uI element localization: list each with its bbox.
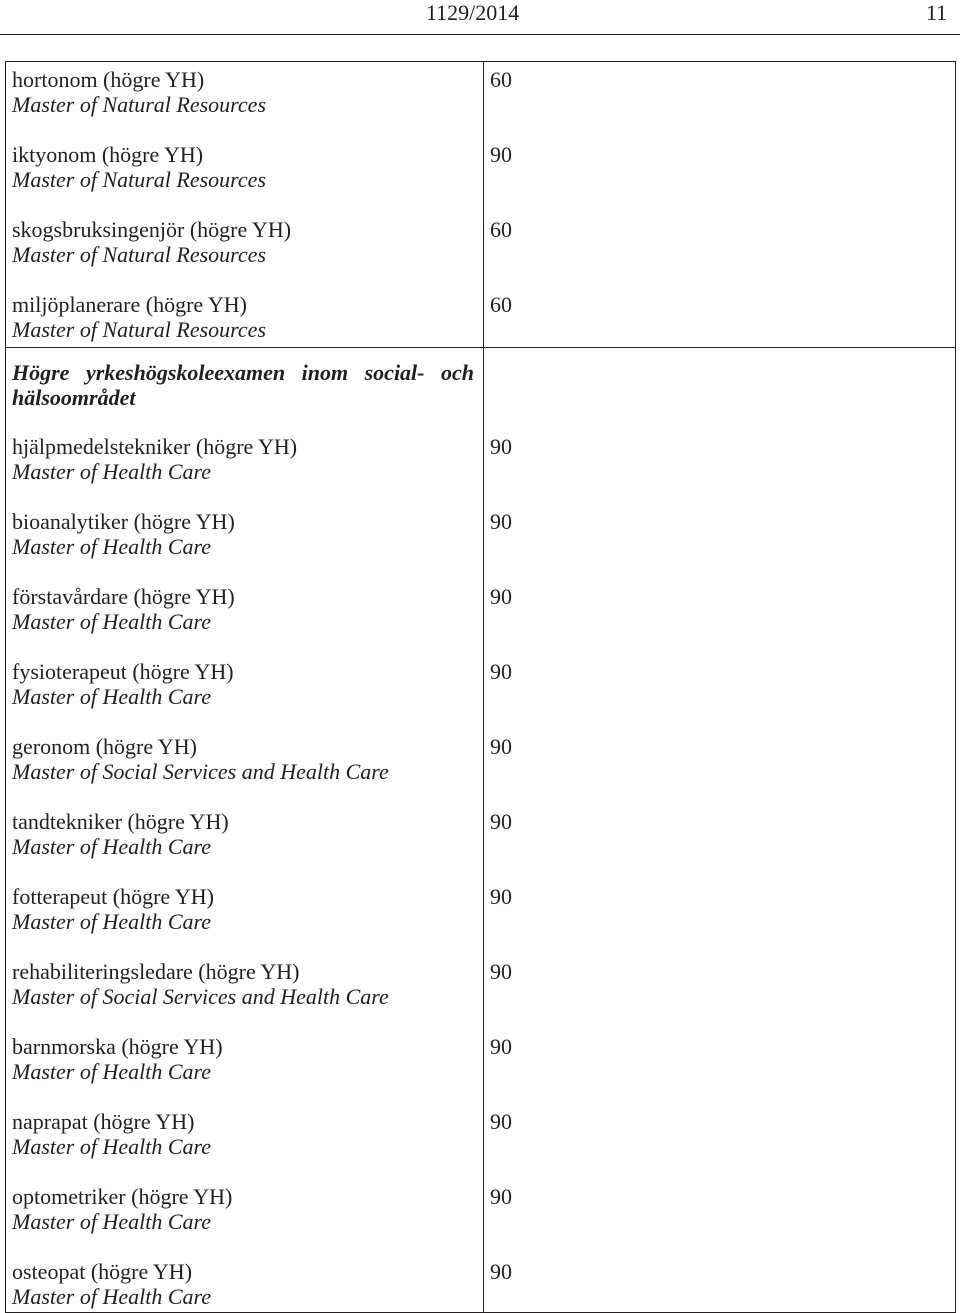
degree-title: fysioterapeut (högre YH) (12, 659, 234, 684)
credits-value: 90 (490, 142, 512, 167)
degree-english-name: Master of Health Care (12, 534, 211, 559)
degree-english-name: Master of Health Care (12, 609, 211, 634)
degree-title: skogsbruksingenjör (högre YH) (12, 217, 292, 242)
degree-title: fotterapeut (högre YH) (12, 884, 214, 909)
document-number: 1129/2014 (426, 0, 520, 25)
degree-entry (12, 1259, 480, 1309)
degree-title: barnmorska (högre YH) (12, 1034, 223, 1059)
degree-entry (12, 67, 480, 117)
credits-value: 60 (490, 217, 512, 242)
credits-value: 90 (490, 509, 512, 534)
credits-value: 90 (490, 434, 512, 459)
degree-title: hortonom (högre YH) (12, 67, 205, 92)
degree-title: naprapat (högre YH) (12, 1109, 195, 1134)
degree-entry (12, 434, 480, 484)
degree-english-name: Master of Health Care (12, 684, 211, 709)
page-header (0, 0, 960, 30)
header-rule (0, 34, 960, 35)
degree-title: geronom (högre YH) (12, 734, 197, 759)
degree-title: miljöplanerare (högre YH) (12, 292, 247, 317)
credits-value: 60 (490, 292, 512, 317)
credits-value: 90 (490, 584, 512, 609)
degree-english-name: Master of Natural Resources (12, 92, 266, 117)
degree-entry (12, 292, 480, 342)
credits-value: 90 (490, 659, 512, 684)
degree-title: rehabiliteringsledare (högre YH) (12, 959, 300, 984)
degree-entry (12, 142, 480, 192)
degree-title: iktyonom (högre YH) (12, 142, 204, 167)
degree-title: hjälpmedelstekniker (högre YH) (12, 434, 298, 459)
credits-value: 90 (490, 1034, 512, 1059)
credits-value: 90 (490, 809, 512, 834)
degree-entry (12, 1034, 480, 1084)
credits-value: 60 (490, 67, 512, 92)
degree-english-name: Master of Health Care (12, 1134, 211, 1159)
degree-entry (12, 217, 480, 267)
degree-entry (12, 1184, 480, 1234)
degree-title: bioanalytiker (högre YH) (12, 509, 235, 534)
degree-entry (12, 509, 480, 559)
degree-english-name: Master of Health Care (12, 459, 211, 484)
degree-entry (12, 884, 480, 934)
credits-value: 90 (490, 959, 512, 984)
column-divider (483, 62, 484, 1312)
degree-english-name: Master of Social Services and Health Care (12, 984, 389, 1009)
degree-entry (12, 1109, 480, 1159)
degree-title: tandtekniker (högre YH) (12, 809, 229, 834)
credits-value: 90 (490, 734, 512, 759)
degree-english-name: Master of Natural Resources (12, 317, 266, 342)
degree-entry (12, 959, 480, 1009)
degree-entry (12, 809, 480, 859)
degree-entry (12, 584, 480, 634)
degree-entry (12, 659, 480, 709)
degree-entry (12, 734, 480, 784)
degree-english-name: Master of Health Care (12, 834, 211, 859)
credits-value: 90 (490, 884, 512, 909)
degree-english-name: Master of Health Care (12, 909, 211, 934)
section-heading: Högre yrkeshögskoleexamen inom social- och hälsoområdet (12, 360, 474, 410)
section-divider (6, 347, 955, 348)
degree-english-name: Master of Health Care (12, 1209, 211, 1234)
degree-title: optometriker (högre YH) (12, 1184, 233, 1209)
degree-table (5, 61, 956, 1313)
degree-title: osteopat (högre YH) (12, 1259, 193, 1284)
credits-value: 90 (490, 1109, 512, 1134)
degree-english-name: Master of Natural Resources (12, 167, 266, 192)
degree-english-name: Master of Health Care (12, 1284, 211, 1309)
degree-title: förstavårdare (högre YH) (12, 584, 235, 609)
credits-value: 90 (490, 1259, 512, 1284)
degree-english-name: Master of Health Care (12, 1059, 211, 1084)
degree-english-name: Master of Social Services and Health Care (12, 759, 389, 784)
degree-english-name: Master of Natural Resources (12, 242, 266, 267)
credits-value: 90 (490, 1184, 512, 1209)
page-number: 11 (926, 0, 948, 25)
